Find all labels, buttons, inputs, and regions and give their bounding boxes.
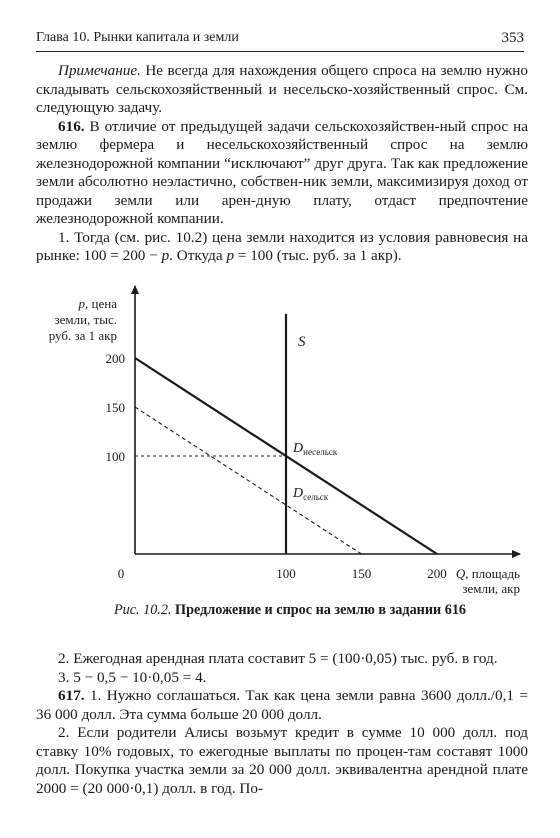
problem-617-number: 617. [58,687,85,704]
demand-nonagricultural-label: $D_{несельск}$ [293,441,338,457]
problem-616-body: В отличие от предыдущей задачи сельскохозяйствен-ный спрос на землю фермера и несельскохозяйственный спрос на землю железнодорожной компании “исключают” друг друга. Так как предложение земли абсолютно неэластично, собствен-ник земли, максимизируя доход от продажи земли или арен-дную плату, отдаст предпочтение железнодорожной компании. [36,117,528,227]
y-axis-label-line-3: руб. за 1 акр [48,328,117,343]
demand-agricultural-label: $D_{сельск}$ [293,486,329,503]
problem-616-item-3: 3. 5 − 0,5 − 10·0,05 = 4. [58,668,207,686]
caption-number: Рис. 10.2. [113,602,172,618]
x-axis-label-line-2: земли, акр [462,581,520,596]
supply-label: S [298,334,306,351]
note-body: Не всегда для нахождения общего спроса на землю нужно складывать сельскохозяйственный и несельско-хозяйственный спрос. См. следующую задачу. [36,62,528,116]
origin-label: 0 [117,566,125,581]
y-tick-200: 200 [105,351,125,366]
item1-var-p: p [161,247,170,264]
chapter-title: Глава 10. Рынки капитала и земли [36,30,239,45]
running-header [36,30,524,52]
x-axis-label-line-1: Q, площадь [455,566,520,581]
top-text [36,62,528,266]
caption-title: Предложение и спрос на землю в задании 616 [175,602,467,618]
y-axis-label-line-1: p, цена [78,296,117,311]
figure-caption [60,602,520,619]
demand-agricultural-line [135,407,362,554]
problem-616-item-2: 2. Ежегодная арендная плата составит 5 = (100·0,05) тыс. руб. в год. [58,650,498,667]
item1-text-c: = 100 (тыс. руб. за 1 акр). [234,247,402,264]
page-number: 353 [501,30,524,46]
y-axis-label-line-2: земли, тыс. [54,312,117,327]
problem-616-number: 616. [58,117,85,135]
note-label: Примечание. [58,62,141,79]
problem-616-item-1 [36,229,528,266]
x-tick-150: 150 [351,566,372,581]
note-paragraph [36,62,528,118]
x-tick-200: 200 [427,566,447,581]
land-market-chart [0,272,560,612]
y-tick-150: 150 [105,400,125,415]
problem-617-item1-body: 1. Нужно соглашаться. Так как цена земли равна 3600 долл./0,1 = 36 000 долл. Эта сумма больше 20 000 долл. [36,687,528,723]
item1-text-a: 1. Тогда (см. рис. 10.2) цена земли находится из условия равновесия на рынке: 100 = 200 − [36,228,528,264]
bottom-text [36,650,528,798]
item1-text-b: . Откуда [169,247,227,264]
problem-617-item-2: 2. Если родители Алисы возьмут кредит в сумме 10 000 долл. под ставку 10% годовых, то ежегодные выплаты по процен-там составят 1000 долл. Покупка участка земли за 20 000 долл. эквивалентна арендной плате 2000 = (20 000·0,1) долл. в год. По- [36,724,528,797]
problem-616-paragraph [36,118,528,229]
y-tick-100: 100 [105,449,125,464]
problem-617-item-1 [36,687,528,724]
x-tick-100: 100 [276,566,296,581]
item1-var-p2: p [226,247,235,264]
